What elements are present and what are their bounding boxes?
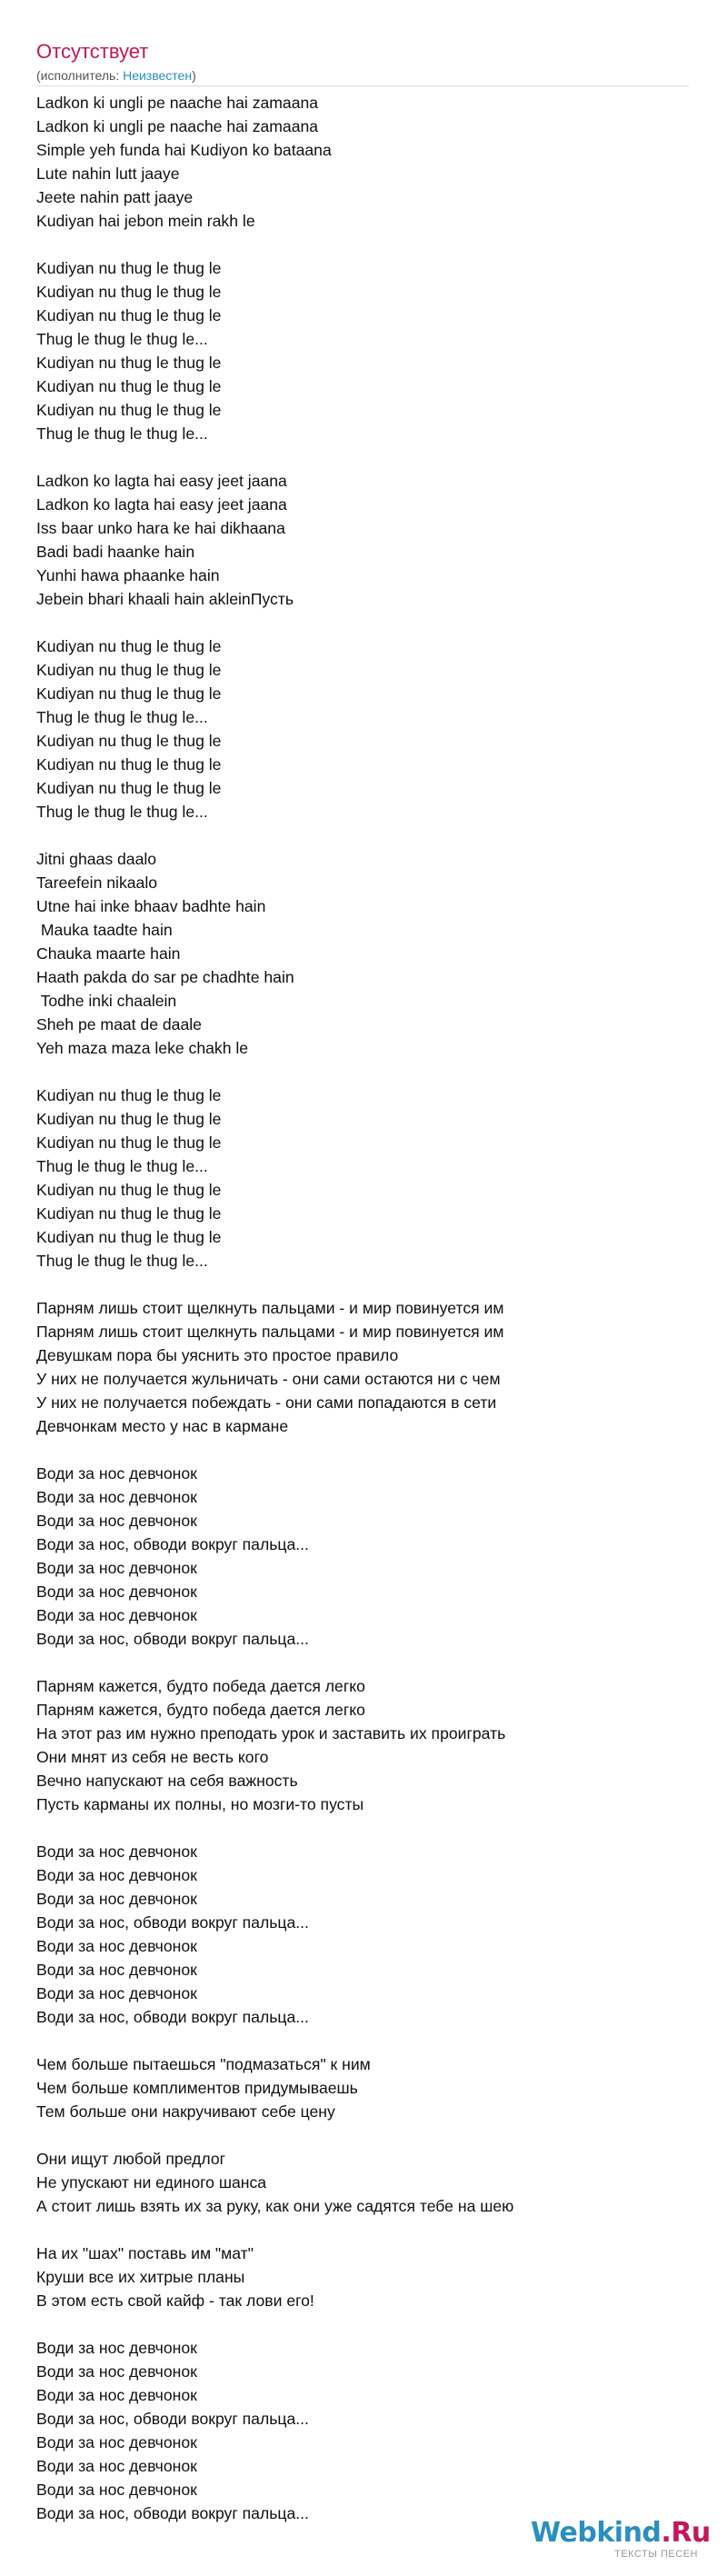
lyric-stanza bbox=[36, 2147, 689, 2218]
lyric-line: Девушкам пора бы уяснить это простое правило bbox=[36, 1346, 399, 1364]
lyric-line: Води за нос девчонок bbox=[36, 1984, 197, 2002]
lyric-line: Haath pakda do sar pe chadhte hain bbox=[36, 968, 294, 986]
lyric-line: Води за нос девчонок bbox=[36, 1464, 197, 1483]
lyric-line: Води за нос девчонок bbox=[36, 1583, 197, 1601]
lyric-line: Jebein bhari khaali hain akleinПусть bbox=[36, 590, 294, 608]
lyric-line: Yunhi hawa phaanke hain bbox=[36, 566, 220, 584]
lyric-line: Kudiyan nu thug le thug le bbox=[36, 259, 222, 277]
lyric-line: Ladkon ko lagta hai easy jeet jaana bbox=[36, 495, 287, 514]
lyric-line: Они ищут любой предлог bbox=[36, 2150, 226, 2168]
song-title: Отсутствует bbox=[36, 40, 149, 63]
lyric-line: Yeh maza maza leke chakh le bbox=[36, 1039, 249, 1057]
lyric-line: Води за нос девчонок bbox=[36, 1606, 197, 1624]
lyric-stanza bbox=[36, 847, 689, 1060]
lyric-line: Води за нос девчонок bbox=[36, 1488, 197, 1506]
lyric-line: Води за нос девчонок bbox=[36, 1842, 197, 1861]
lyric-line: Круши все их хитрые планы bbox=[36, 2268, 245, 2286]
lyric-stanza bbox=[36, 1462, 689, 1651]
lyric-line: Utne hai inke bhaav badhte hain bbox=[36, 897, 266, 915]
lyric-line: Kudiyan nu thug le thug le bbox=[36, 377, 222, 395]
lyric-line: Thug le thug le thug le... bbox=[36, 330, 208, 348]
lyric-line: Парням лишь стоит щелкнуть пальцами - и мир повинуется им bbox=[36, 1323, 504, 1341]
lyric-line: Води за нос, обводи вокруг пальца... bbox=[36, 1630, 309, 1648]
lyric-line: Ladkon ki ungli pe naache hai zamaana bbox=[36, 94, 319, 112]
lyric-stanza bbox=[36, 2242, 689, 2312]
lyric-line: Kudiyan nu thug le thug le bbox=[36, 306, 222, 324]
lyric-line: Kudiyan nu thug le thug le bbox=[36, 401, 222, 419]
lyric-line: Води за нос девчонок bbox=[36, 2433, 197, 2451]
lyric-line: Чем больше комплиментов придумываешь bbox=[36, 2079, 358, 2097]
lyric-line: Jitni ghaas daalo bbox=[36, 850, 157, 868]
lyric-stanza bbox=[36, 2052, 689, 2123]
lyric-stanza bbox=[36, 1296, 689, 1438]
lyric-line: У них не получается побеждать - они сами попадаются в сети bbox=[36, 1393, 497, 1412]
lyric-line: А стоит лишь взять их за руку, как они уже садятся тебе на шею bbox=[36, 2197, 514, 2215]
lyric-line: Води за нос девчонок bbox=[36, 1937, 197, 1955]
lyric-line: Chauka maarte hain bbox=[36, 944, 181, 963]
artist-link[interactable]: Неизвестен bbox=[123, 68, 193, 83]
lyric-line: Води за нос, обводи вокруг пальца... bbox=[36, 2008, 309, 2026]
lyric-line: Thug le thug le thug le... bbox=[36, 803, 208, 821]
lyric-line: Води за нос девчонок bbox=[36, 1890, 197, 1908]
lyric-line: Mauka taadte hain bbox=[36, 921, 173, 939]
lyric-line: Kudiyan nu thug le thug le bbox=[36, 661, 222, 679]
lyric-line: Води за нос, обводи вокруг пальца... bbox=[36, 2504, 309, 2522]
lyric-line: Девчонкам место у нас в кармане bbox=[36, 1417, 289, 1435]
lyric-line: Води за нос, обводи вокруг пальца... bbox=[36, 2410, 309, 2428]
lyric-line: Tareefein nikaalo bbox=[36, 874, 158, 892]
lyric-line: Kudiyan nu thug le thug le bbox=[36, 1181, 222, 1199]
lyric-stanza bbox=[36, 91, 689, 233]
lyric-stanza bbox=[36, 256, 689, 445]
artist-suffix: ) bbox=[192, 68, 196, 83]
lyric-line: Todhe inki chaalein bbox=[36, 992, 177, 1010]
lyric-stanza bbox=[36, 1674, 689, 1816]
lyric-line: Парням лишь стоит щелкнуть пальцами - и мир повинуется им bbox=[36, 1299, 504, 1317]
lyric-line: Kudiyan nu thug le thug le bbox=[36, 1204, 222, 1223]
lyric-line: Води за нос, обводи вокруг пальца... bbox=[36, 1913, 309, 1932]
artist-prefix: (исполнитель: bbox=[36, 68, 124, 83]
lyric-line: Води за нос девчонок bbox=[36, 2386, 197, 2404]
lyric-line: Води за нос девчонок bbox=[36, 1961, 197, 1979]
lyric-line: У них не получается жульничать - они сами остаются ни с чем bbox=[36, 1370, 501, 1388]
lyric-line: Kudiyan nu thug le thug le bbox=[36, 1133, 222, 1152]
lyric-line: Води за нос девчонок bbox=[36, 2481, 197, 2499]
lyric-line: Ladkon ko lagta hai easy jeet jaana bbox=[36, 472, 287, 490]
lyric-line: Води за нос девчонок bbox=[36, 2362, 197, 2381]
lyric-line: Они мнят из себя не весть кого bbox=[36, 1748, 269, 1766]
lyric-line: Iss baar unko hara ke hai dikhaana bbox=[36, 519, 285, 537]
header-divider bbox=[36, 85, 689, 86]
lyric-stanza bbox=[36, 1083, 689, 1273]
lyric-line: Води за нос, обводи вокруг пальца... bbox=[36, 1535, 309, 1553]
lyric-line: Thug le thug le thug le... bbox=[36, 1252, 208, 1270]
lyric-line: Води за нос девчонок bbox=[36, 1866, 197, 1884]
lyric-line: Kudiyan nu thug le thug le bbox=[36, 755, 222, 774]
logo-tagline: ТЕКСТЫ ПЕСЕН bbox=[614, 2549, 698, 2560]
lyric-line: Чем больше пытаешься "подмазаться" к ним bbox=[36, 2055, 371, 2073]
lyric-line: Парням кажется, будто победа дается легко bbox=[36, 1677, 365, 1695]
lyric-line: На этот раз им нужно преподать урок и заставить их проиграть bbox=[36, 1724, 506, 1742]
lyric-line: Парням кажется, будто победа дается легко bbox=[36, 1701, 365, 1719]
artist-line bbox=[36, 67, 689, 84]
lyric-line: Води за нос девчонок bbox=[36, 1512, 197, 1530]
lyric-stanza bbox=[36, 1840, 689, 2029]
lyric-line: Lute nahin lutt jaaye bbox=[36, 165, 180, 183]
site-logo[interactable] bbox=[531, 2517, 711, 2563]
lyric-line: Kudiyan hai jebon mein rakh le bbox=[36, 212, 255, 230]
lyric-stanza bbox=[36, 469, 689, 611]
lyric-stanza bbox=[36, 634, 689, 824]
lyric-line: Води за нос девчонок bbox=[36, 2457, 197, 2475]
logo-wordmark bbox=[531, 2517, 711, 2549]
lyric-line: Kudiyan nu thug le thug le bbox=[36, 1110, 222, 1128]
lyric-line: Kudiyan nu thug le thug le bbox=[36, 732, 222, 750]
lyric-line: Ladkon ki ungli pe naache hai zamaana bbox=[36, 117, 319, 135]
lyric-line: Kudiyan nu thug le thug le bbox=[36, 684, 222, 703]
lyric-stanza bbox=[36, 2336, 689, 2525]
lyric-line: Вечно напускают на себя важность bbox=[36, 1772, 298, 1790]
lyric-line: В этом есть свой кайф - так лови его! bbox=[36, 2291, 314, 2310]
logo-brand: Webkind bbox=[531, 2517, 662, 2549]
lyric-line: Kudiyan nu thug le thug le bbox=[36, 283, 222, 301]
lyric-line: Kudiyan nu thug le thug le bbox=[36, 354, 222, 372]
lyric-line: Тем больше они накручивают себе цену bbox=[36, 2102, 335, 2121]
lyric-line: Kudiyan nu thug le thug le bbox=[36, 637, 222, 655]
lyric-line: Kudiyan nu thug le thug le bbox=[36, 1086, 222, 1104]
lyric-line: Thug le thug le thug le... bbox=[36, 424, 208, 443]
lyric-line: Пусть карманы их полны, но мозги-то пусты bbox=[36, 1795, 364, 1813]
lyric-line: Води за нос девчонок bbox=[36, 2339, 197, 2357]
lyric-line: Не упускают ни единого шанса bbox=[36, 2173, 267, 2192]
lyric-line: Kudiyan nu thug le thug le bbox=[36, 1228, 222, 1246]
lyric-line: Simple yeh funda hai Kudiyon ko bataana bbox=[36, 141, 332, 159]
lyric-line: Thug le thug le thug le... bbox=[36, 1157, 208, 1175]
lyric-line: Badi badi haanke hain bbox=[36, 543, 195, 561]
lyric-line: Jeete nahin patt jaaye bbox=[36, 188, 194, 206]
song-header bbox=[36, 40, 689, 84]
lyric-line: Води за нос девчонок bbox=[36, 1559, 197, 1577]
lyrics-body bbox=[36, 91, 689, 2549]
lyric-line: Sheh pe maat de daale bbox=[36, 1015, 202, 1033]
logo-tld: .Ru bbox=[661, 2517, 711, 2549]
lyric-line: На их "шах" поставь им "мат" bbox=[36, 2244, 254, 2262]
lyric-line: Thug le thug le thug le... bbox=[36, 708, 208, 726]
lyric-line: Kudiyan nu thug le thug le bbox=[36, 779, 222, 797]
